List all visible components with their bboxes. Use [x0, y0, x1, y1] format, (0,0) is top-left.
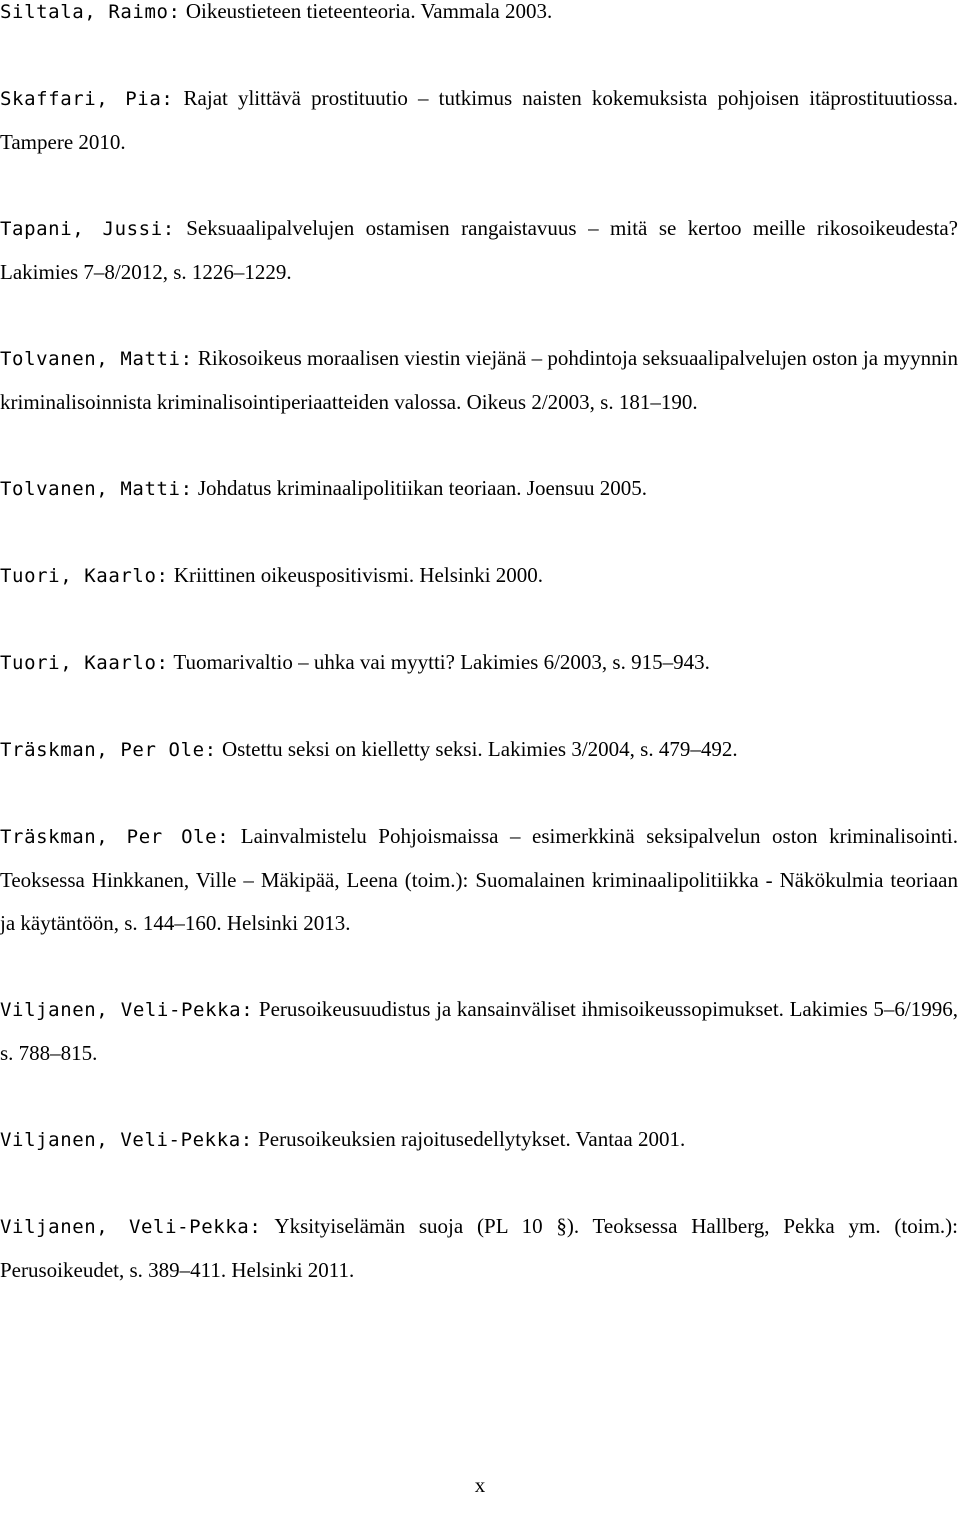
reference-entry: [0, 554, 958, 598]
reference-author: Viljanen, Veli-Pekka:: [0, 1216, 262, 1238]
reference-author: Tolvanen, Matti:: [0, 478, 193, 500]
reference-author: Viljanen, Veli-Pekka:: [0, 999, 254, 1021]
reference-text: Rajat ylittävä prostituutio – tutkimus naisten kokemuksista pohjoisen itäprostituutiossa. Tampere 2010.: [0, 86, 958, 154]
reference-text: Seksuaalipalvelujen ostamisen rangaistavuus – mitä se kertoo meille rikosoikeudesta? Lakimies 7–8/2012, s. 1226–1229.: [0, 216, 959, 284]
reference-author: Tuori, Kaarlo:: [0, 652, 169, 674]
reference-entry: [0, 207, 958, 294]
reference-text: Kriittinen oikeuspositivismi. Helsinki 2000.: [168, 563, 544, 587]
reference-author: Skaffari, Pia:: [0, 88, 174, 110]
reference-author: Viljanen, Veli-Pekka:: [0, 1129, 253, 1151]
reference-text: Perusoikeusuudistus ja kansainväliset ihmisoikeussopimukset. Lakimies 5–6/1996, s. 788–815.: [0, 997, 958, 1065]
reference-entry: [0, 728, 958, 772]
reference-entry: [0, 467, 958, 511]
reference-author: Träskman, Per Ole:: [0, 739, 217, 761]
reference-author: Tapani, Jussi:: [0, 218, 175, 240]
reference-text: Ostettu seksi on kielletty seksi. Lakimies 3/2004, s. 479–492.: [216, 737, 738, 761]
reference-text: Tuomarivaltio – uhka vai myytti? Lakimies 6/2003, s. 915–943.: [168, 650, 710, 674]
reference-entry: [0, 77, 958, 164]
reference-entry: [0, 815, 958, 945]
reference-author: Tuori, Kaarlo:: [0, 565, 169, 587]
reference-author: Siltala, Raimo:: [0, 1, 181, 23]
page-number: x: [474, 1473, 486, 1497]
reference-entry: [0, 641, 958, 685]
reference-text: Perusoikeuksien rajoitusedellytykset. Vantaa 2001.: [252, 1127, 686, 1151]
reference-text: Oikeustieteen tieteenteoria. Vammala 2003.: [180, 0, 553, 23]
reference-author: Tolvanen, Matti:: [0, 348, 193, 370]
reference-entry: [0, 0, 958, 34]
reference-author: Träskman, Per Ole:: [0, 826, 230, 848]
reference-entry: [0, 988, 958, 1075]
reference-text: Lainvalmistelu Pohjoismaissa – esimerkkinä seksipalvelun oston kriminalisointi. Teoksessa Hinkkanen, Ville – Mäkipää, Leena (toim.): Suomalainen kriminaalipolitiikka - Näkökulmia teoriaan ja käytäntöön, s. 144–160. Helsinki 2013.: [0, 824, 958, 935]
reference-text: Yksityiselämän suoja (PL 10 §). Teoksessa Hallberg, Pekka ym. (toim.): Perusoikeudet, s. 389–411. Helsinki 2011.: [0, 1214, 958, 1282]
reference-entry: [0, 1205, 958, 1292]
reference-text: Rikosoikeus moraalisen viestin viejänä – pohdintoja seksuaalipalvelujen oston ja myynnin kriminalisoinnista kriminalisointiperiaatteiden valossa. Oikeus 2/2003, s. 181–190.: [0, 346, 958, 414]
reference-text: Johdatus kriminaalipolitiikan teoriaan. Joensuu 2005.: [192, 476, 647, 500]
reference-entry: [0, 337, 958, 424]
reference-entry: [0, 1118, 958, 1162]
